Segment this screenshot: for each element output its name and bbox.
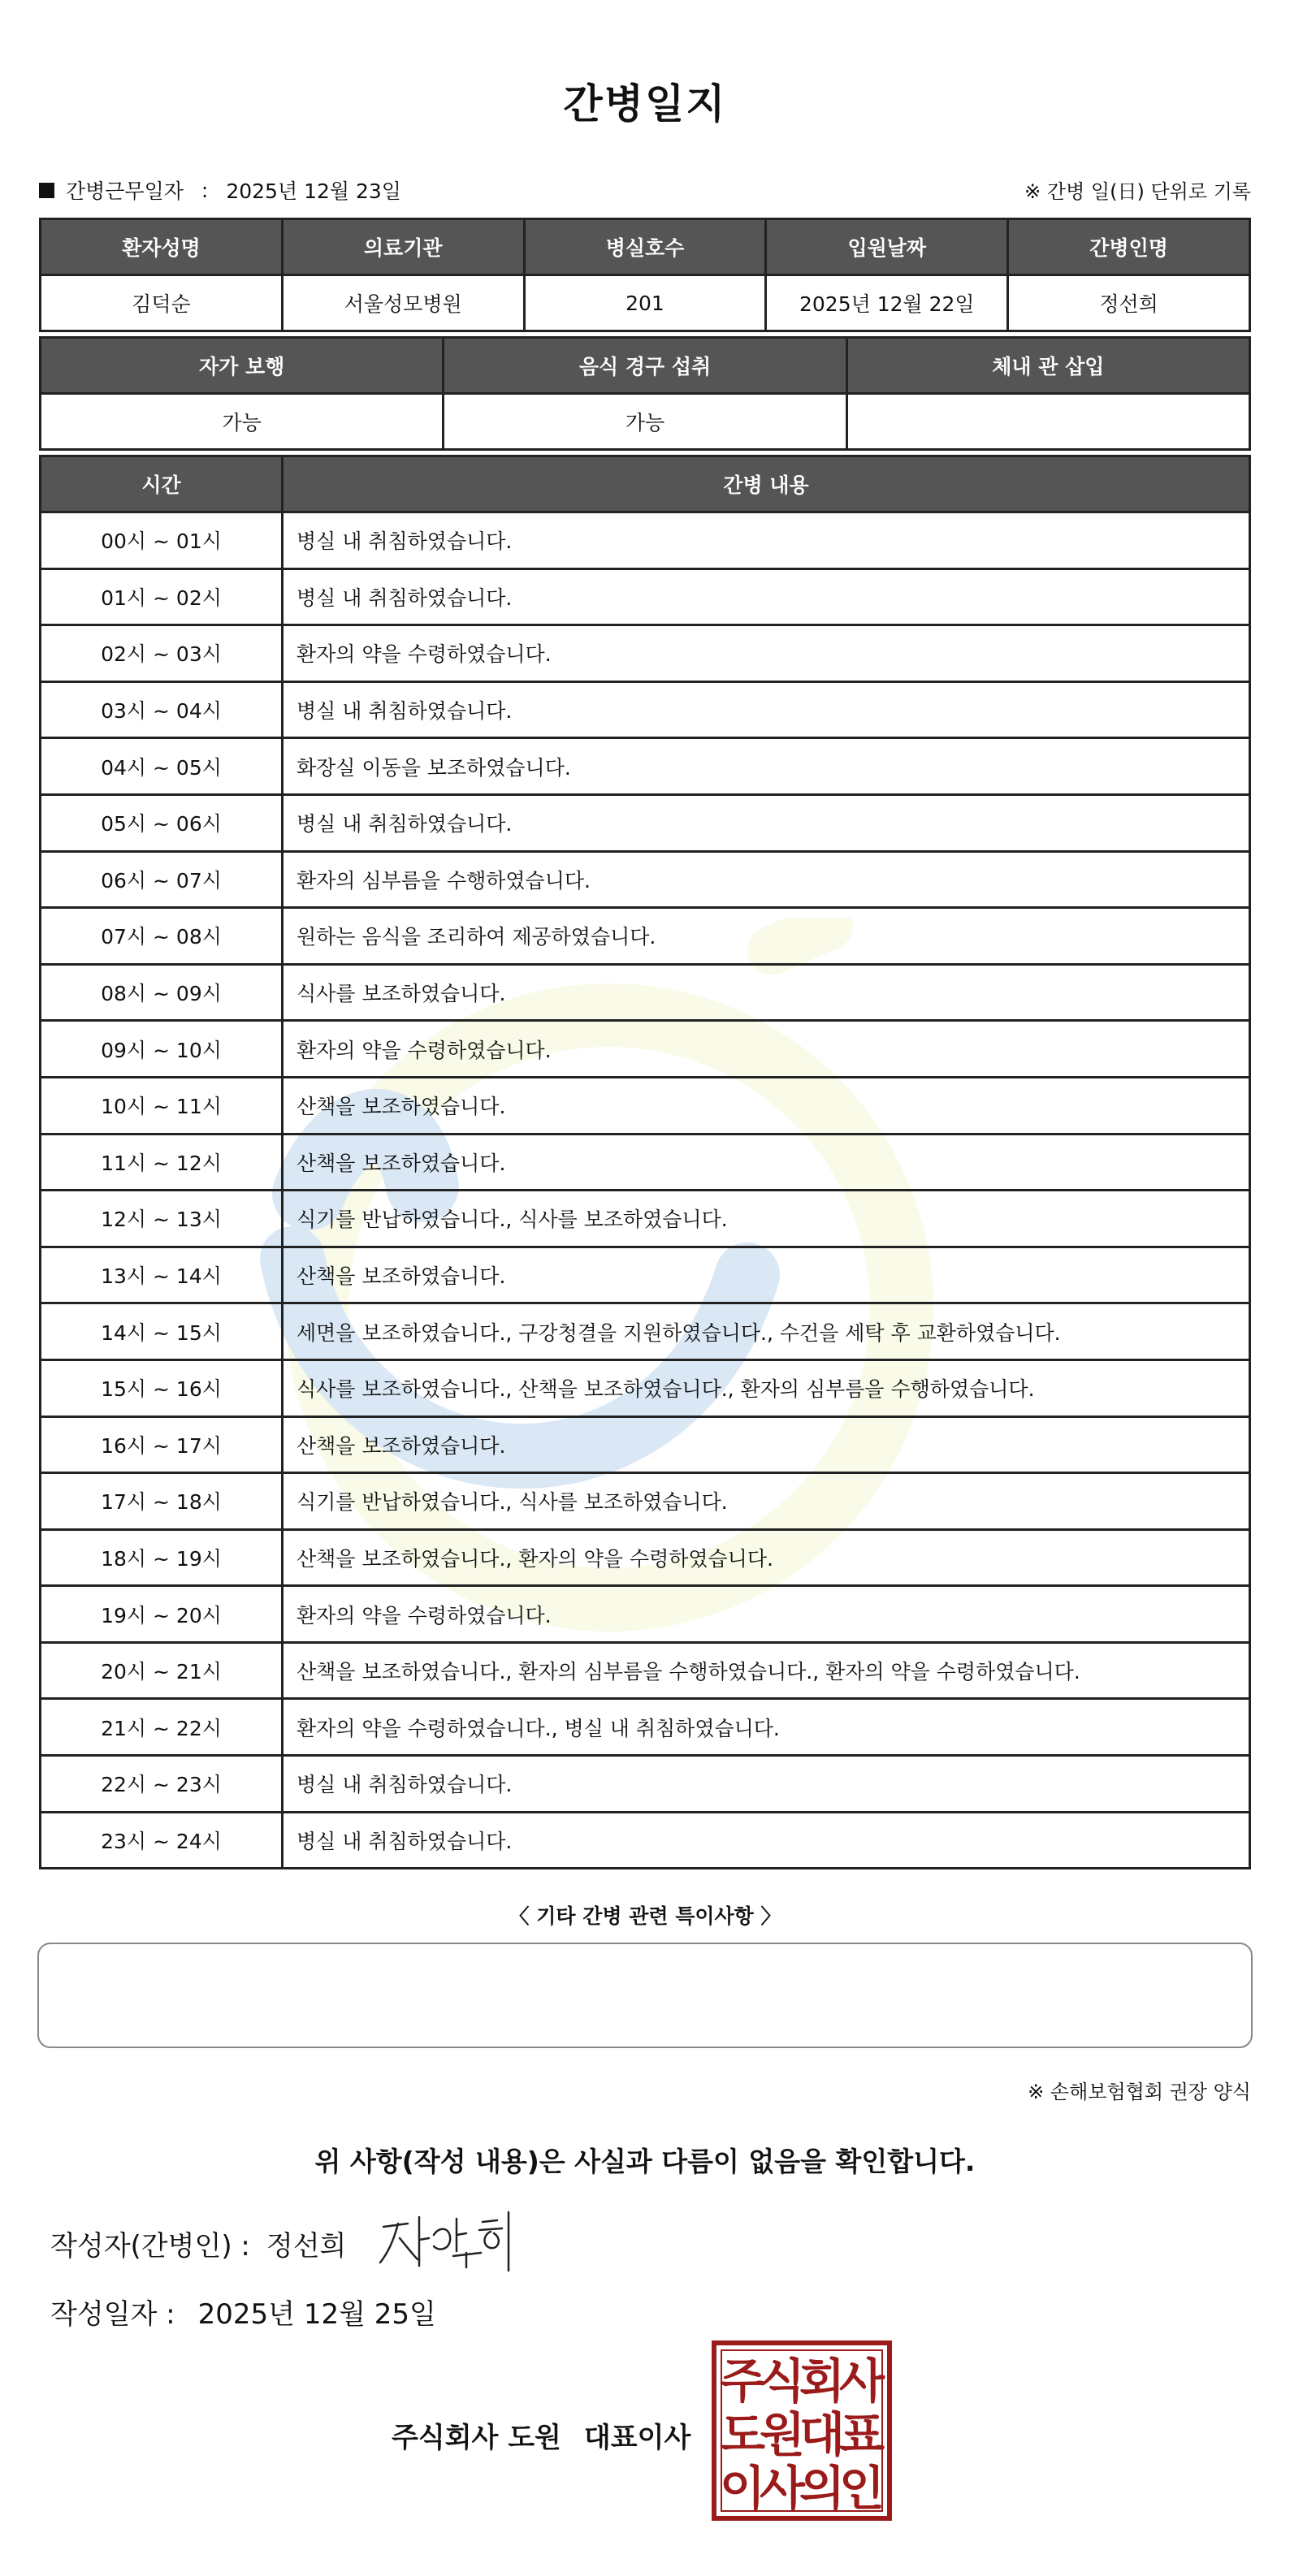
care-content-cell: 병실 내 취침하였습니다. (283, 512, 1250, 569)
care-content-cell: 환자의 약을 수령하였습니다. (283, 625, 1250, 682)
table-row (41, 512, 1250, 569)
header-cell: 자가 보행 (41, 338, 444, 394)
confirmation-statement: 위 사항(작성 내용)은 사실과 다름이 없음을 확인합니다. (314, 2146, 976, 2177)
time-cell: 16시 ~ 17시 (41, 1416, 283, 1473)
patient-name: 김덕순 (41, 275, 283, 331)
care-content-cell: 병실 내 취침하였습니다. (283, 681, 1250, 738)
seal-glyph: 원 (759, 2407, 806, 2462)
table-row (41, 1247, 1250, 1303)
header-cell: 병실호수 (524, 219, 766, 275)
seal-glyph: 사 (838, 2353, 885, 2409)
work-date-value: 2025년 12월 23일 (226, 179, 401, 203)
table-row (41, 1473, 1250, 1530)
care-content-cell: 산책을 보조하였습니다. (283, 1247, 1250, 1303)
time-cell: 01시 ~ 02시 (41, 568, 283, 625)
seal-glyph: 주 (719, 2353, 766, 2409)
company-name: 주식회사 도원 (392, 2422, 561, 2454)
time-cell: 18시 ~ 19시 (41, 1529, 283, 1586)
table-row (41, 908, 1250, 965)
time-cell: 05시 ~ 06시 (41, 794, 283, 851)
table-row (41, 1529, 1250, 1586)
self-walking-value: 가능 (41, 394, 444, 450)
care-content-cell: 산책을 보조하였습니다., 환자의 심부름을 수행하였습니다., 환자의 약을 수령하였습니다. (283, 1642, 1250, 1699)
special-notes-title: 〈 기타 간병 관련 특이사항 〉 (509, 1904, 781, 1928)
room-number: 201 (524, 275, 766, 331)
time-cell: 19시 ~ 20시 (41, 1586, 283, 1643)
seal-glyph: 인 (838, 2461, 885, 2516)
caregiver-name: 정선희 (1008, 275, 1250, 331)
table-row (41, 851, 1250, 908)
care-content-cell: 화장실 이동을 보조하였습니다. (283, 738, 1250, 795)
seal-glyph: 대 (799, 2407, 846, 2462)
care-content-cell: 병실 내 취침하였습니다. (283, 568, 1250, 625)
header-cell: 체내 관 삽입 (846, 338, 1249, 394)
care-content-cell: 산책을 보조하였습니다., 환자의 약을 수령하였습니다. (283, 1529, 1250, 1586)
written-date-value: 2025년 12월 25일 (197, 2298, 436, 2331)
table-row (41, 681, 1250, 738)
care-content-cell: 식사를 보조하였습니다. (283, 964, 1250, 1021)
care-content-cell: 세면을 보조하였습니다., 구강청결을 지원하였습니다., 수건을 세탁 후 교환하였습니다. (283, 1303, 1250, 1360)
seal-glyph: 사 (759, 2461, 806, 2516)
time-cell: 03시 ~ 04시 (41, 681, 283, 738)
table-row (41, 1021, 1250, 1078)
care-log-table (39, 455, 1251, 1869)
table-header-row (41, 219, 1250, 275)
hospital-name: 서울성모병원 (282, 275, 524, 331)
table-row (41, 1359, 1250, 1416)
time-cell: 06시 ~ 07시 (41, 851, 283, 908)
care-content-cell: 산책을 보조하였습니다. (283, 1416, 1250, 1473)
square-bullet-icon (39, 183, 54, 198)
time-cell: 08시 ~ 09시 (41, 964, 283, 1021)
care-content-cell: 식사를 보조하였습니다., 산책을 보조하였습니다., 환자의 심부름을 수행하였습니다. (283, 1359, 1250, 1416)
care-content-cell: 병실 내 취침하였습니다. (283, 1756, 1250, 1813)
table-row (41, 568, 1250, 625)
care-content-cell: 병실 내 취침하였습니다. (283, 794, 1250, 851)
special-notes-box (37, 1943, 1253, 2048)
header-cell: 간병인명 (1008, 219, 1250, 275)
handwritten-signature (375, 2202, 522, 2276)
time-cell: 20시 ~ 21시 (41, 1642, 283, 1699)
care-content-cell: 원하는 음식을 조리하여 제공하였습니다. (283, 908, 1250, 965)
seal-glyph: 도 (719, 2407, 766, 2462)
time-cell: 04시 ~ 05시 (41, 738, 283, 795)
table-row (41, 625, 1250, 682)
work-date-line (39, 175, 401, 205)
admission-date: 2025년 12월 22일 (766, 275, 1008, 331)
page-title: 간병일지 (563, 80, 727, 128)
table-row (41, 1699, 1250, 1756)
seal-glyph: 식 (759, 2353, 806, 2409)
recommended-form-note: ※ 손해보험협회 권장 양식 (1028, 2081, 1251, 2103)
seal-glyph: 의 (799, 2461, 846, 2516)
header-cell: 입원날짜 (766, 219, 1008, 275)
seal-glyph: 표 (838, 2407, 885, 2462)
time-cell: 23시 ~ 24시 (41, 1812, 283, 1869)
table-row (41, 1191, 1250, 1247)
written-date-label: 작성일자 : (50, 2298, 175, 2331)
header-cell: 음식 경구 섭취 (444, 338, 846, 394)
header-cell: 환자성명 (41, 219, 283, 275)
writer-name: 정선희 (266, 2230, 347, 2263)
company-line (392, 2415, 690, 2455)
table-row (41, 794, 1250, 851)
patient-info-table (39, 218, 1251, 332)
company-title: 대표이사 (583, 2422, 691, 2454)
seal-glyph: 이 (719, 2461, 766, 2516)
time-cell: 13시 ~ 14시 (41, 1247, 283, 1303)
care-content-cell: 환자의 심부름을 수행하였습니다. (283, 851, 1250, 908)
header-cell: 간병 내용 (283, 456, 1250, 512)
table-row (41, 1586, 1250, 1643)
time-cell: 10시 ~ 11시 (41, 1077, 283, 1134)
writer-line (50, 2224, 346, 2263)
table-row (41, 394, 1250, 450)
care-content-cell: 산책을 보조하였습니다. (283, 1134, 1250, 1191)
care-content-cell: 환자의 약을 수령하였습니다., 병실 내 취침하였습니다. (283, 1699, 1250, 1756)
table-row (41, 964, 1250, 1021)
care-content-cell: 산책을 보조하였습니다. (283, 1077, 1250, 1134)
patient-status-table (39, 336, 1251, 451)
header-cell: 시간 (41, 456, 283, 512)
time-cell: 12시 ~ 13시 (41, 1191, 283, 1247)
table-row (41, 1812, 1250, 1869)
care-content-cell: 환자의 약을 수령하였습니다. (283, 1586, 1250, 1643)
time-cell: 00시 ~ 01시 (41, 512, 283, 569)
company-seal-stamp (712, 2340, 892, 2521)
care-content-cell: 식기를 반납하였습니다., 식사를 보조하였습니다. (283, 1473, 1250, 1530)
table-row (41, 1077, 1250, 1134)
work-date-separator: : (201, 178, 209, 202)
oral-intake-value: 가능 (444, 394, 846, 450)
time-cell: 11시 ~ 12시 (41, 1134, 283, 1191)
header-cell: 의료기관 (282, 219, 524, 275)
table-row (41, 1756, 1250, 1813)
care-content-cell: 식기를 반납하였습니다., 식사를 보조하였습니다. (283, 1191, 1250, 1247)
table-header-row (41, 456, 1250, 512)
table-row (41, 738, 1250, 795)
time-cell: 14시 ~ 15시 (41, 1303, 283, 1360)
table-row (41, 1303, 1250, 1360)
table-row (41, 1416, 1250, 1473)
time-cell: 09시 ~ 10시 (41, 1021, 283, 1078)
record-unit-note: ※ 간병 일(日) 단위로 기록 (1024, 180, 1251, 203)
time-cell: 21시 ~ 22시 (41, 1699, 283, 1756)
time-cell: 17시 ~ 18시 (41, 1473, 283, 1530)
table-header-row (41, 338, 1250, 394)
care-content-cell: 병실 내 취침하였습니다. (283, 1812, 1250, 1869)
tube-insertion-value (846, 394, 1249, 450)
table-row (41, 275, 1250, 331)
time-cell: 22시 ~ 23시 (41, 1756, 283, 1813)
writer-label: 작성자(간병인) : (50, 2230, 250, 2263)
seal-glyph: 회 (799, 2353, 846, 2409)
written-date-line (50, 2292, 436, 2332)
time-cell: 15시 ~ 16시 (41, 1359, 283, 1416)
table-row (41, 1642, 1250, 1699)
care-content-cell: 환자의 약을 수령하였습니다. (283, 1021, 1250, 1078)
table-row (41, 1134, 1250, 1191)
time-cell: 07시 ~ 08시 (41, 908, 283, 965)
time-cell: 02시 ~ 03시 (41, 625, 283, 682)
work-date-label: 간병근무일자 (66, 179, 184, 203)
